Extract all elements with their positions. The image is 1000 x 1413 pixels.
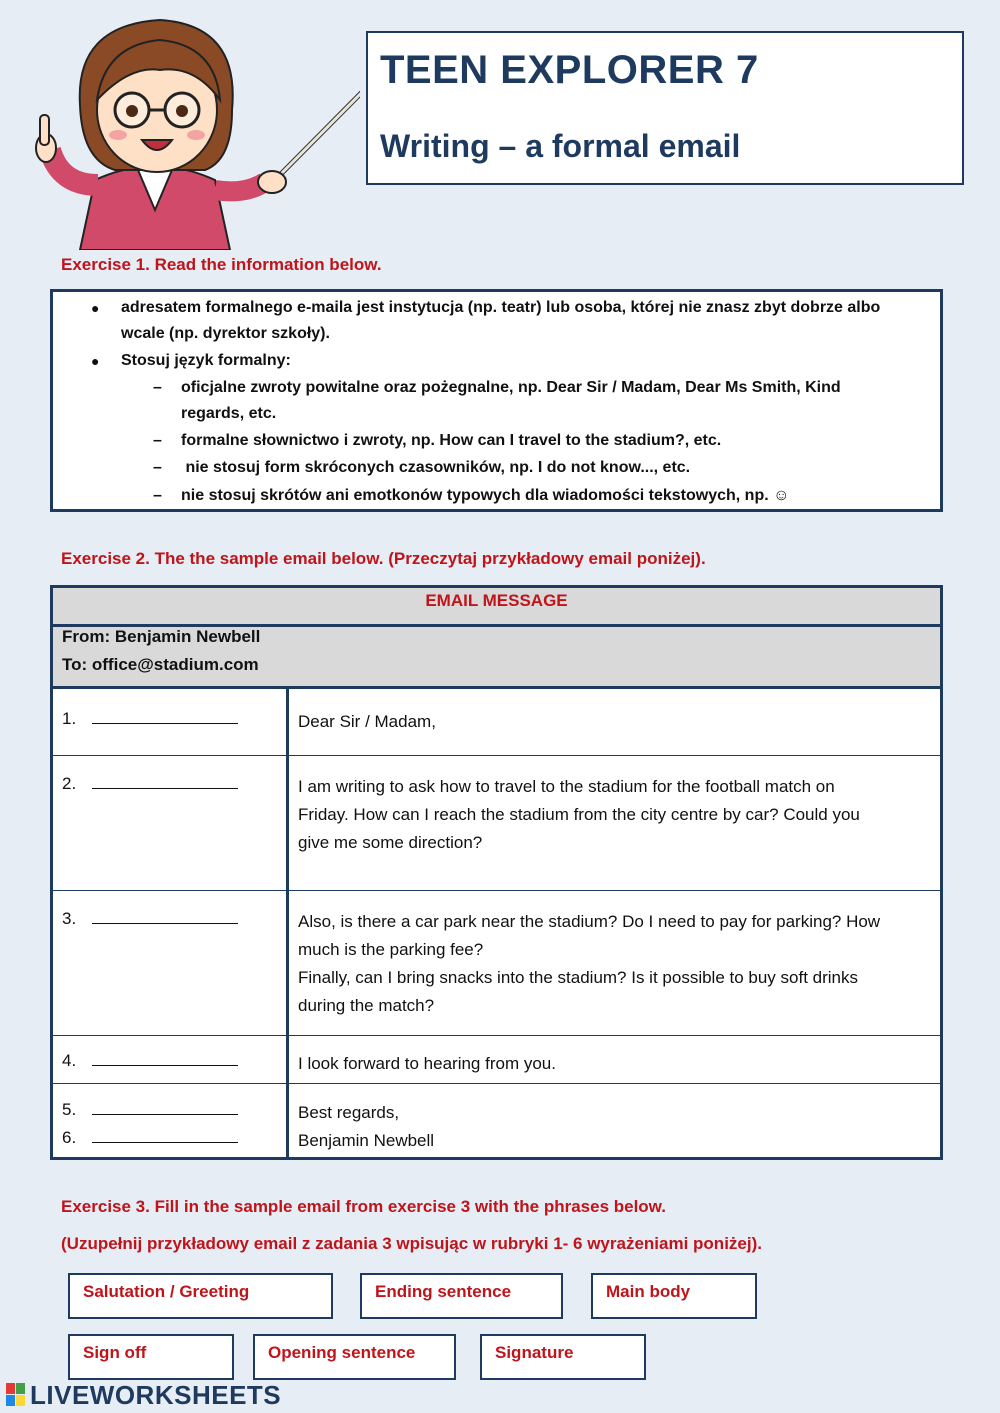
phrase-card-ending-sentence[interactable]: Ending sentence (360, 1273, 563, 1319)
email-header-row (53, 588, 940, 627)
email-line: give me some direction? (298, 833, 483, 852)
phrase-card-signature[interactable]: Signature (480, 1334, 646, 1380)
email-row (53, 1036, 940, 1084)
email-text-cell (298, 1099, 928, 1155)
email-text-cell (298, 1050, 928, 1078)
dash-icon: – (153, 459, 162, 476)
footer-brand[interactable]: LIVEWORKSHEETS (30, 1380, 282, 1410)
dash-icon: – (153, 379, 162, 396)
answer-blank[interactable] (92, 709, 238, 724)
email-row (53, 1084, 940, 1157)
answer-blank[interactable] (92, 774, 238, 789)
email-table (50, 585, 943, 1160)
phrase-card-main-body[interactable]: Main body (591, 1273, 757, 1319)
phrase-card-sign-off[interactable]: Sign off (68, 1334, 234, 1380)
answer-cell (53, 1084, 289, 1157)
teacher-illustration (20, 10, 360, 250)
worksheet-subtitle: Writing – a formal email (380, 128, 741, 164)
answer-blank[interactable] (92, 1128, 238, 1143)
phrase-card-opening-sentence[interactable]: Opening sentence (253, 1334, 456, 1380)
row-number: 4. (62, 1051, 77, 1070)
info-bullet-text: wcale (np. dyrektor szkoły). (121, 325, 330, 342)
email-line: Best regards, (298, 1103, 400, 1122)
email-line: Friday. How can I reach the stadium from the city centre by car? Could you (298, 805, 860, 824)
exercise-3-title: Exercise 3. Fill in the sample email from exercise 3 with the phrases below. (61, 1197, 667, 1216)
info-bullet-text: Stosuj język formalny: (121, 352, 291, 369)
exercise-1-title: Exercise 1. Read the information below. (61, 255, 382, 274)
info-sub-item: formalne słownictwo i zwroty, np. How can I travel to the stadium?, etc. (181, 432, 722, 449)
row-number: 6. (62, 1128, 77, 1147)
answer-blank[interactable] (92, 909, 238, 924)
row-number: 3. (62, 909, 77, 928)
email-to: To: office@stadium.com (62, 655, 259, 674)
phrase-card-salutation[interactable]: Salutation / Greeting (68, 1273, 333, 1319)
email-line: I am writing to ask how to travel to the stadium for the football match on (298, 777, 835, 796)
email-from-to-row (53, 627, 940, 689)
worksheet-title: TEEN EXPLORER 7 (380, 48, 759, 92)
row-number: 2. (62, 774, 77, 793)
email-line: Also, is there a car park near the stadium? Do I need to pay for parking? How (298, 912, 881, 931)
email-text-cell (298, 773, 928, 857)
dash-icon: – (153, 487, 162, 504)
dash-icon: – (153, 432, 162, 449)
email-row (53, 689, 940, 756)
email-line: Benjamin Newbell (298, 1131, 435, 1150)
info-sub-item: nie stosuj form skróconych czasowników, np. I do not know..., etc. (181, 459, 691, 476)
exercise-2-title: Exercise 2. The the sample email below. (Przeczytaj przykładowy email poniżej). (61, 549, 706, 568)
liveworksheets-logo-icon (6, 1383, 26, 1407)
bullet-icon: ● (91, 300, 100, 316)
email-line: Dear Sir / Madam, (298, 712, 436, 731)
info-sub-item: nie stosuj skrótów ani emotkonów typowych dla wiadomości tekstowych, np. ☺ (181, 487, 790, 504)
email-line: Finally, can I bring snacks into the stadium? Is it possible to buy soft drinks (298, 968, 859, 987)
answer-cell (53, 1036, 289, 1083)
answer-blank[interactable] (92, 1100, 238, 1115)
email-row (53, 891, 940, 1036)
row-number: 1. (62, 709, 77, 728)
email-text-cell (298, 908, 928, 1020)
answer-blank[interactable] (92, 1051, 238, 1066)
answer-cell (53, 891, 289, 1035)
email-header-label: EMAIL MESSAGE (425, 591, 568, 610)
answer-cell (53, 756, 289, 890)
answer-cell (53, 689, 289, 755)
info-bullet-text: adresatem formalnego e-maila jest instytucja (np. teatr) lub osoba, której nie znasz zbyt dobrze albo (121, 299, 881, 316)
row-number: 5. (62, 1100, 77, 1119)
bullet-icon: ● (91, 353, 100, 369)
exercise-3-subtitle: (Uzupełnij przykładowy email z zadania 3 wpisując w rubryki 1- 6 wyrażeniami poniżej). (61, 1234, 762, 1253)
info-sub-item: oficjalne zwroty powitalne oraz pożegnalne, np. Dear Sir / Madam, Dear Ms Smith, Kind (181, 379, 841, 396)
email-row (53, 756, 940, 891)
email-text-cell (298, 708, 928, 736)
email-line: I look forward to hearing from you. (298, 1054, 556, 1073)
email-line: during the match? (298, 996, 435, 1015)
email-line: much is the parking fee? (298, 940, 484, 959)
info-sub-item: regards, etc. (181, 405, 277, 422)
email-from: From: Benjamin Newbell (62, 627, 261, 646)
info-box (50, 289, 943, 512)
